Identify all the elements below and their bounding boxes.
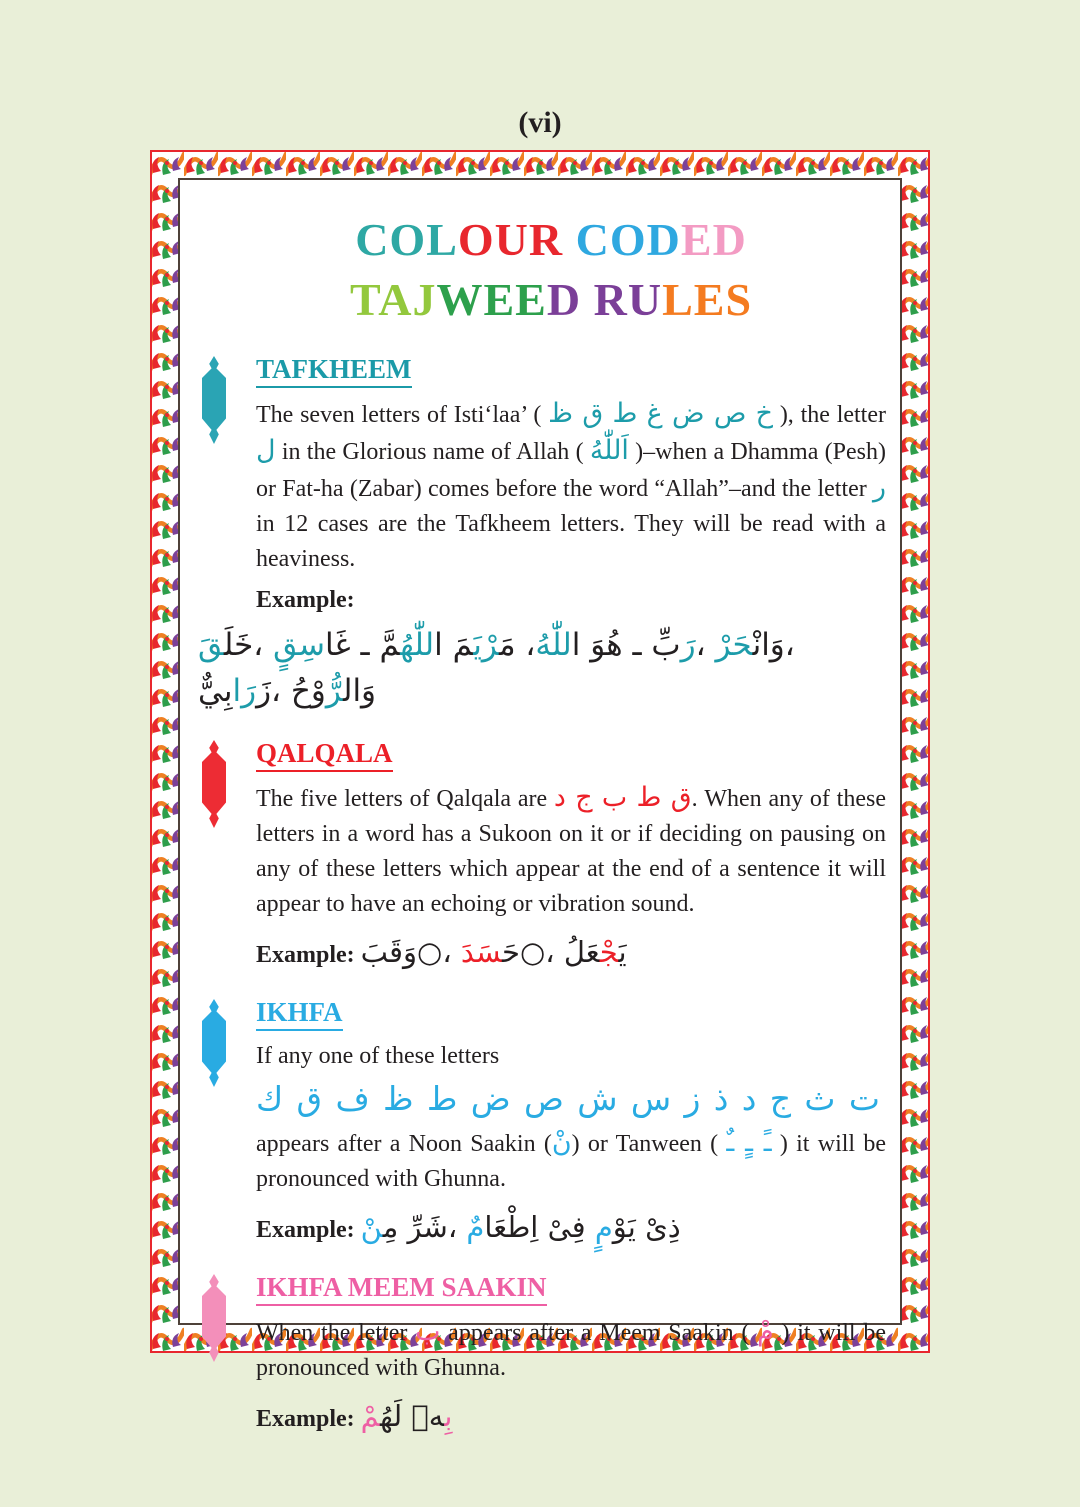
section-heading-qalqala: QALQALA <box>256 738 393 772</box>
section-body-qalqala: The five letters of Qalqala are ق ط ب ج د. When any of these letters in a word has a Sukoon on it or if deciding on pausing on any of these letters which appear at the end of a sentence it will appear to have an echoing or vibration sound. <box>256 782 886 917</box>
page-title <box>216 210 886 330</box>
section-heading-ikhfa-meem-saakin: IKHFA MEEM SAAKIN <box>256 1272 547 1306</box>
section-heading-ikhfa: IKHFA <box>256 997 343 1031</box>
example-arabic-ikhfa: مِنْ شَرِّ، اِطْعَامٌ فِىْ يَوْمٍ ذِىْ <box>360 1210 681 1244</box>
lantern-bullet-icon <box>194 740 234 828</box>
section-ikhfa-meem-saakin <box>256 1272 886 1437</box>
example-ikhfa-meem-saakin: Example: لَهُمْ بِهٖ <box>256 1399 453 1433</box>
section-ikhfa <box>256 997 886 1248</box>
example-qalqala: Example: وَقَبَ○، حَسَدَ ○، يَجْعَلُ <box>256 935 627 969</box>
lantern-bullet-icon <box>194 999 234 1087</box>
section-body-tafkheem: The seven letters of Isti‘laa’ ( خ ص ض غ ط ق ظ ), the letter ل in the Glorious name of Allah ( اَللّٰهُ )–when a Dhamma (Pesh) or Fat-ha (Zabar) comes before the word “Allah”–and the letter ر in 12 cases are the Tafkheem letters. They will be read with a heaviness. <box>256 398 886 572</box>
decorative-frame <box>150 150 930 1433</box>
page-content <box>178 178 902 1433</box>
section-body-ikhfa: appears after a Noon Saakin (نْ) or Tanween ( ـً ـٍ ـٌ ) it will be pronounced with Ghunna. <box>256 1127 886 1192</box>
section-intro-ikhfa: If any one of these letters <box>256 1043 500 1069</box>
example-arabic-tafkheem: خَلَقَ ، غَاسِقٍ ـ هُوَ اللّٰهُ، مَرْيَمَ اللّٰهُمَّ ـ رَبِّ ، وَانْحَرْ ، زَرَابِيٌّ ، وَالرُّوْحُ <box>198 627 795 709</box>
page-title-line2: TAJWEED RULES <box>349 274 753 325</box>
section-qalqala <box>256 738 886 973</box>
page-number: (vi) <box>518 106 562 139</box>
section-tafkheem <box>198 354 886 714</box>
example-label-tafkheem: Example: <box>256 587 355 613</box>
section-heading-tafkheem: TAFKHEEM <box>256 354 412 388</box>
ikhfa-letters-row: ت ث ج د ذ ز س ش ص ض ط ظ ف ق ك <box>256 1079 880 1118</box>
page-title-line1: COLOUR CODED <box>355 214 747 265</box>
example-arabic-ikhfa-meem-saakin: لَهُمْ بِهٖ <box>360 1399 453 1433</box>
example-ikhfa: Example: مِنْ شَرِّ، اِطْعَامٌ فِىْ يَوْمٍ ذِىْ <box>256 1210 681 1244</box>
example-arabic-qalqala: وَقَبَ○، حَسَدَ ○، يَجْعَلُ <box>360 935 627 969</box>
section-body-ikhfa-meem-saakin: When the letter ب appears after a Meem Saakin ( مْ ) it will be pronounced with Ghunna. <box>256 1316 886 1381</box>
lantern-bullet-icon <box>194 356 234 444</box>
